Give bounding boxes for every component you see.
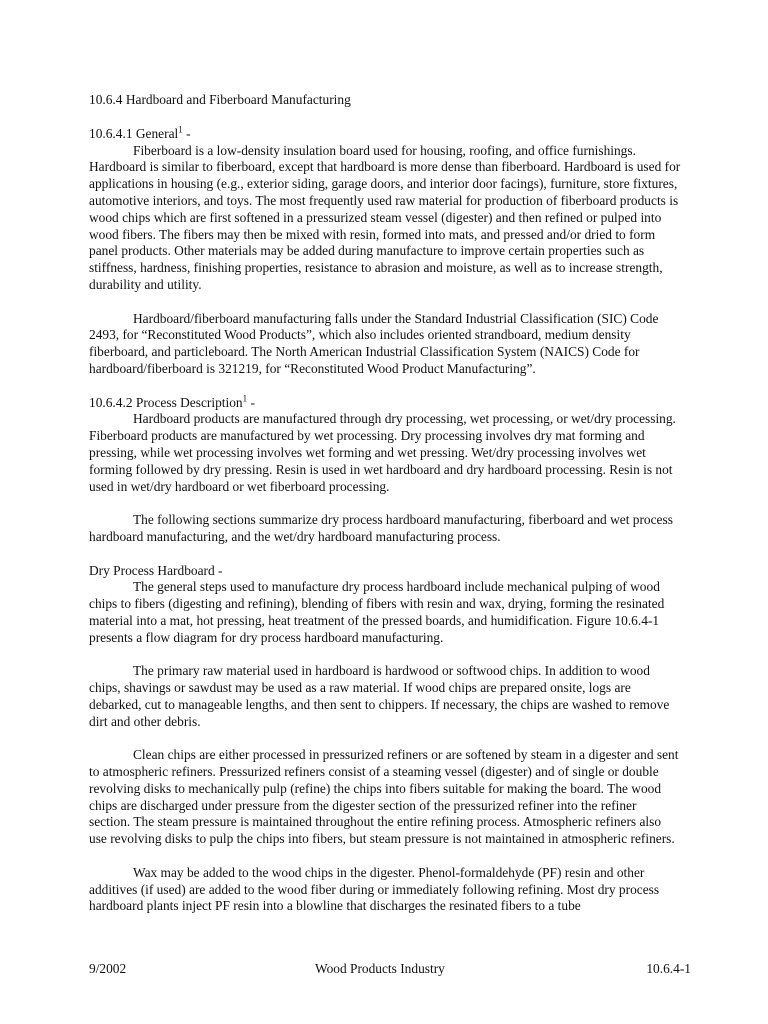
footnote-ref: 1 xyxy=(178,124,183,135)
dry-process-subheading: Dry Process Hardboard - xyxy=(89,562,223,578)
paragraph: Wax may be added to the wood chips in the digester. Phenol-formaldehyde (PF) resin and other additives (if used) are added to the wood fiber during or immediately following refining. Most dry process hardboard plants inject PF resin into a blowline that discharges the resinated fibers to a tube xyxy=(89,864,660,914)
footnote-ref: 1 xyxy=(242,393,248,404)
paragraph: Hardboard products are manufactured through dry processing, wet processing, or wet/dry processing. Fiberboard products are manufactured by wet processing. Dry processing involves dry mat forming and pressing, while wet processing involves wet forming and wet pressing. Wet/dry processing involves wet forming followed by dry pressing. Resin is used in wet hardboard and dry hardboard processing. Resin is not used in wet/dry hardboard or wet fiberboard processing. xyxy=(89,411,676,494)
process-subheading: 10.6.4.2 Process Description$^1$ - xyxy=(89,393,255,410)
general-subheading: 10.6.4.1 General$^1$ - xyxy=(89,124,191,141)
section-heading: 10.6.4 Hardboard and Fiberboard Manufacturing xyxy=(89,92,351,107)
paragraph: Clean chips are either processed in pressurized refiners or are softened by steam in a digester and sent to atmospheric refiners. Pressurized refiners consist of a steaming vessel (digester) and of single or double revolving disks to mechanically pulp (refine) the chips into fibers suitable for making the board. The wood chips are discharged under pressure from the digester section of the pressurized refiner into the refiner section. The steam pressure is maintained throughout the entire refining process. Atmospheric refiners also use revolving disks to pulp the chips into fibers, but steam pressure is not maintained in atmospheric refiners. xyxy=(89,747,679,847)
footer-date: 9/2002 xyxy=(89,961,127,976)
paragraph: Fiberboard is a low-density insulation board used for housing, roofing, and office furnishings. Hardboard is similar to fiberboard, except that hardboard is more dense than fiberboard. Hardboard is used for applications in housing (e.g., exterior siding, garage doors, and interior door facings), furniture, store fixtures, automotive interiors, and toys. The most frequently used raw material for production of fiberboard products is wood chips which are first softened in a pressurized steam vessel (digester) and then refined or pulped into wood fibers. The fibers may then be mixed with resin, formed into mats, and pressed and/or dried to form panel products. Other materials may be added during manufacture to improve certain properties such as stiffness, hardness, finishing properties, resistance to abrasion and moisture, as well as to increase strength, durability and utility. xyxy=(89,142,681,292)
paragraph: Hardboard/fiberboard manufacturing falls under the Standard Industrial Classification (SIC) Code 2493, for “Reconstituted Wood Products”, which also includes oriented strandboard, medium density fiberboard, and particleboard. The North American Industrial Classification System (NAICS) Code for hardboard/fiberboard is 321219, for “Reconstituted Wood Product Manufacturing”. xyxy=(89,310,659,376)
paragraph: The primary raw material used in hardboard is hardwood or softwood chips. In addition to wood chips, shavings or sawdust may be used as a raw material. If wood chips are prepared onsite, logs are debarked, cut to manageable lengths, and then sent to chippers. If necessary, the chips are washed to remove dirt and other debris. xyxy=(89,663,670,729)
paragraph: The general steps used to manufacture dry process hardboard include mechanical pulping of wood chips to fibers (digesting and refining), blending of fibers with resin and wax, drying, forming the resinated material into a mat, hot pressing, heat treatment of the pressed boards, and humidification. Figure 10.6.4-1 presents a flow diagram for dry process hardboard manufacturing. xyxy=(89,579,665,645)
footer-page-number: 10.6.4-1 xyxy=(646,961,691,976)
paragraph: The following sections summarize dry process hardboard manufacturing, fiberboard and wet process hardboard manufacturing, and the wet/dry hardboard manufacturing process. xyxy=(89,512,673,544)
footer-title: Wood Products Industry xyxy=(315,961,445,976)
document-body xyxy=(89,92,681,915)
